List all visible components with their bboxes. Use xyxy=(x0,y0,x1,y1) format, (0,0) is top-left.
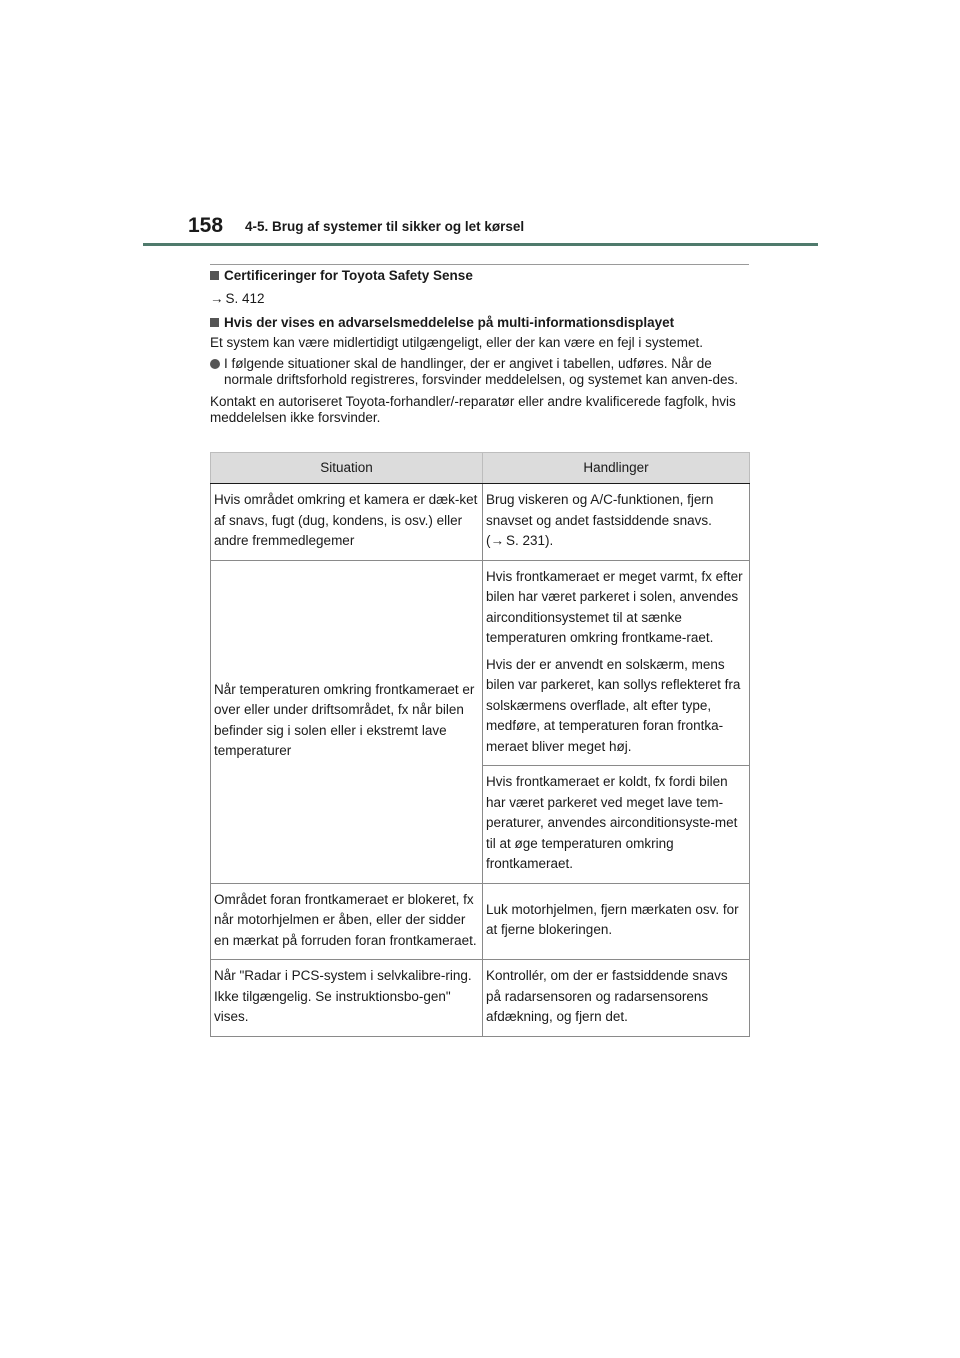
header-rule xyxy=(143,243,818,246)
action-ref-text[interactable]: S. 231). xyxy=(506,533,554,548)
situation-cell: Hvis området omkring et kamera er dæk-ket af snavs, fugt (dug, kondens, is osv.) eller andre fremmedlegemer xyxy=(211,484,483,561)
action-cell: Kontrollér, om der er fastsiddende snavs på radarsensoren og radarsensorens afdækning, og fjern det. xyxy=(483,960,750,1037)
warn-heading-text: Hvis der vises en advarselsmeddelelse på multi-informationsdisplayet xyxy=(224,315,675,330)
action-block xyxy=(483,561,749,766)
page-content xyxy=(210,268,750,431)
situation-cell: Området foran frontkameraet er blokeret, fx når motorhjelmen er åben, eller der sidder en mærkat på forruden foran frontkameraet. xyxy=(211,883,483,960)
content-rule xyxy=(210,264,749,265)
cert-reference-text[interactable]: S. 412 xyxy=(225,290,265,306)
action-text: Hvis frontkameraet er meget varmt, fx efter bilen har været parkeret i solen, anvendes airconditionsystemet til at sænke temperaturen omkring frontkame-raet. xyxy=(486,568,743,645)
page-number: 158 xyxy=(188,214,224,237)
action-cell xyxy=(483,484,750,561)
table-row xyxy=(211,484,750,561)
arrow-right-icon: → xyxy=(210,290,224,306)
situation-cell: Når temperaturen omkring frontkameraet er over eller under driftsområdet, fx når bilen befinder sig i solen eller i ekstremt lave temperaturer xyxy=(211,560,483,883)
situation-cell: Når "Radar i PCS-system i selvkalibre-ring. Ikke tilgængelig. Se instruktionsbo-gen" vises. xyxy=(211,960,483,1037)
square-bullet-icon xyxy=(210,271,219,280)
circle-bullet-icon xyxy=(210,359,220,369)
warn-heading xyxy=(210,315,750,331)
action-text: Brug viskeren og A/C-funktionen, fjern snavset og andet fastsiddende snavs. xyxy=(486,492,714,528)
column-header-situation: Situation xyxy=(211,453,483,484)
table-row xyxy=(211,560,750,883)
table-header-row xyxy=(211,453,750,484)
column-header-actions: Handlinger xyxy=(483,453,750,484)
cert-heading xyxy=(210,268,750,284)
square-bullet-icon xyxy=(210,318,219,327)
action-block xyxy=(483,765,749,883)
cert-heading-text: Certificeringer for Toyota Safety Sense xyxy=(224,268,473,283)
action-ref-open: ( xyxy=(486,533,491,548)
chapter-title: 4-5. Brug af systemer til sikker og let kørsel xyxy=(245,219,525,234)
warn-contact: Kontakt en autoriseret Toyota-forhandler/-reparatør eller andre kvalificerede fagfolk, hvis meddelelsen ikke forsvinder. xyxy=(210,394,736,425)
warn-intro: Et system kan være midlertidigt utilgængeligt, eller der kan være en fejl i systemet. xyxy=(210,334,703,350)
table-row xyxy=(211,960,750,1037)
situation-table xyxy=(210,452,750,1037)
action-text: Hvis der er anvendt en solskærm, mens bilen var parkeret, kan sollys reflekteret fra solskærmens overflade, alt efter type, medføre, at temperaturen foran frontka-meraet bliver meget høj. xyxy=(486,656,741,754)
action-text: Hvis frontkameraet er koldt, fx fordi bilen har været parkeret ved meget lave tem-peraturer, anvendes airconditionsyste-met til at øge temperaturen omkring frontkameraet. xyxy=(486,774,738,871)
table-row xyxy=(211,883,750,960)
arrow-right-icon: → xyxy=(490,533,504,548)
action-cell xyxy=(483,560,750,883)
action-cell: Luk motorhjelmen, fjern mærkaten osv. for at fjerne blokeringen. xyxy=(483,883,750,960)
warn-bullet xyxy=(210,356,750,387)
warn-bullet-text: I følgende situationer skal de handlinger, der er angivet i tabellen, udføres. Når de normale driftsforhold registreres, forsvinder meddelelsen, og systemet kan anven-des. xyxy=(224,356,738,387)
cert-reference xyxy=(210,291,750,307)
